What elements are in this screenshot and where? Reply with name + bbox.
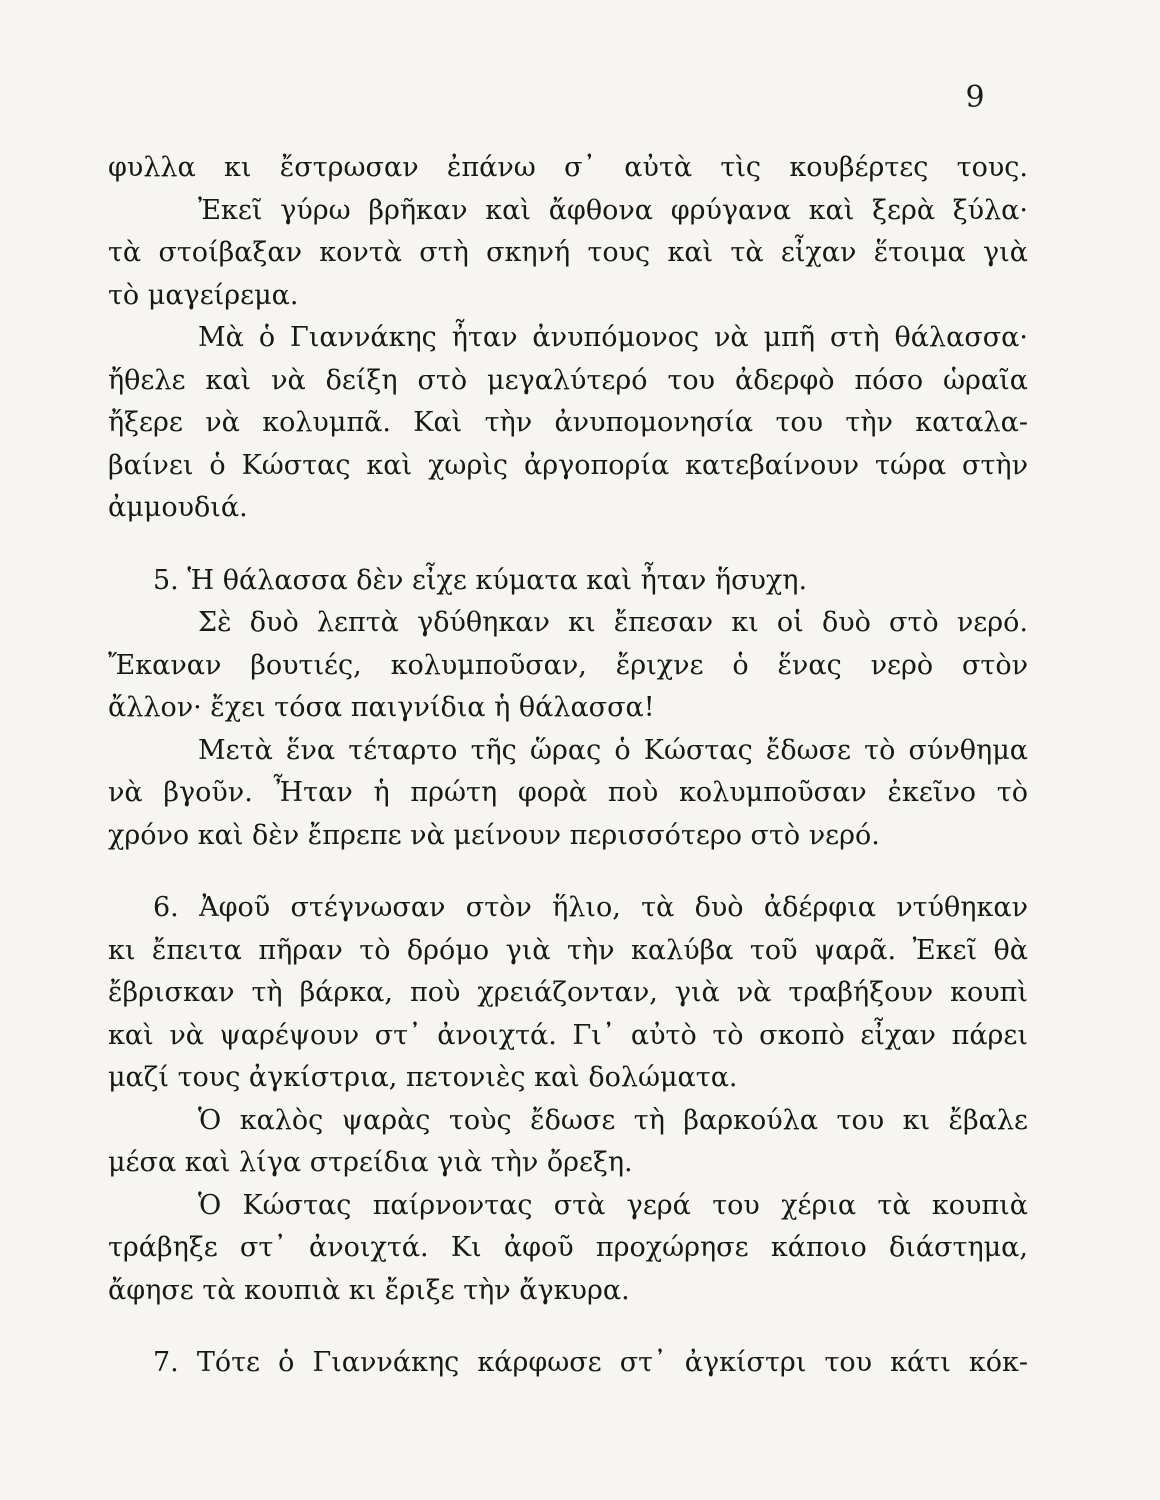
body-text	[108, 147, 1028, 1385]
text-line: Μὰ ὁ Γιαννάκης ἦταν ἀνυπόμονος νὰ μπῆ στὴ θάλασσα·	[198, 322, 1028, 353]
text-line: νὰ βγοῦν. Ἦταν ἡ πρώτη φορὰ ποὺ κολυμποῦσαν ἐκεῖνο τὸ	[108, 777, 1028, 808]
text-line: μέσα καὶ λίγα στρείδια γιὰ τὴν ὄρεξη.	[108, 1147, 633, 1178]
text-line: τὸ μαγείρεμα.	[108, 279, 299, 311]
text-line: φυλλα κι ἔστρωσαν ἐπάνω σ᾽ αὐτὰ τὶς κουβέρτες τους.	[108, 152, 1028, 183]
text-line: ἄλλον· ἔχει τόσα παιγνίδια ἡ θάλασσα!	[108, 692, 655, 723]
text-line: ἤξερε νὰ κολυμπᾶ. Καὶ τὴν ἀνυπομονησία του τὴν καταλα-	[108, 407, 1028, 438]
text-line: ἀμμουδιά.	[108, 492, 248, 523]
section-7-heading-line: 7. Τότε ὁ Γιαννάκης κάρφωσε στ᾽ ἀγκίστρι του κάτι κόκ-	[153, 1347, 1028, 1378]
section-5-heading-line: 5. Ἡ θάλασσα δὲν εἶχε κύματα καὶ ἦταν ἥσυχη.	[153, 564, 808, 596]
text-line: ἄφησε τὰ κουπιὰ κι ἔριξε τὴν ἄγκυρα.	[108, 1274, 630, 1306]
text-line: βαίνει ὁ Κώστας καὶ χωρὶς ἀργοπορία κατεβαίνουν τώρα στὴν	[108, 449, 1028, 481]
text-line: ἔβρισκαν τὴ βάρκα, ποὺ χρειάζονταν, γιὰ νὰ τραβήξουν κουπὶ	[108, 977, 1028, 1008]
text-line: Ἔκαναν βουτιές, κολυμποῦσαν, ἔριχνε ὁ ἕνας νερὸ στὸν	[108, 649, 1028, 681]
page-number: 9	[965, 80, 985, 115]
text-line: ἤθελε καὶ νὰ δείξη στὸ μεγαλύτερό του ἀδερφὸ πόσο ὡραῖα	[108, 364, 1028, 396]
text-line: Μετὰ ἕνα τέταρτο τῆς ὥρας ὁ Κώστας ἔδωσε τὸ σύνθημα	[198, 734, 1028, 766]
text-line: τὰ στοίβαξαν κοντὰ στὴ σκηνή τους καὶ τὰ εἶχαν ἕτοιμα γιὰ	[108, 237, 1028, 268]
text-line: Ὁ καλὸς ψαρὰς τοὺς ἔδωσε τὴ βαρκούλα του κι ἔβαλε	[198, 1104, 1028, 1136]
text-line: Σὲ δυὸ λεπτὰ γδύθηκαν κι ἔπεσαν κι οἱ δυὸ στὸ νερό.	[198, 607, 1028, 638]
text-line: τράβηξε στ᾽ ἀνοιχτά. Κι ἀφοῦ προχώρησε κάποιο διάστημα,	[108, 1232, 1028, 1263]
text-line: Ὁ Κώστας παίρνοντας στὰ γερά του χέρια τὰ κουπιὰ	[198, 1189, 1028, 1221]
text-line: Ἐκεῖ γύρω βρῆκαν καὶ ἄφθονα φρύγανα καὶ ξερὰ ξύλα·	[198, 194, 1028, 226]
text-line: κι ἔπειτα πῆραν τὸ δρόμο γιὰ τὴν καλύβα τοῦ ψαρᾶ. Ἐκεῖ θὰ	[108, 934, 1028, 966]
text-line: μαζί τους ἀγκίστρια, πετονιὲς καὶ δολώματα.	[108, 1062, 738, 1093]
text-line: καὶ νὰ ψαρέψουν στ᾽ ἀνοιχτά. Γι᾽ αὐτὸ τὸ σκοπὸ εἶχαν πάρει	[108, 1019, 1028, 1051]
text-line: χρόνο καὶ δὲν ἔπρεπε νὰ μείνουν περισσότερο στὸ νερό.	[108, 819, 880, 851]
section-6-heading-line: 6. Ἀφοῦ στέγνωσαν στὸν ἥλιο, τὰ δυὸ ἀδέρφια ντύθηκαν	[153, 892, 1028, 923]
